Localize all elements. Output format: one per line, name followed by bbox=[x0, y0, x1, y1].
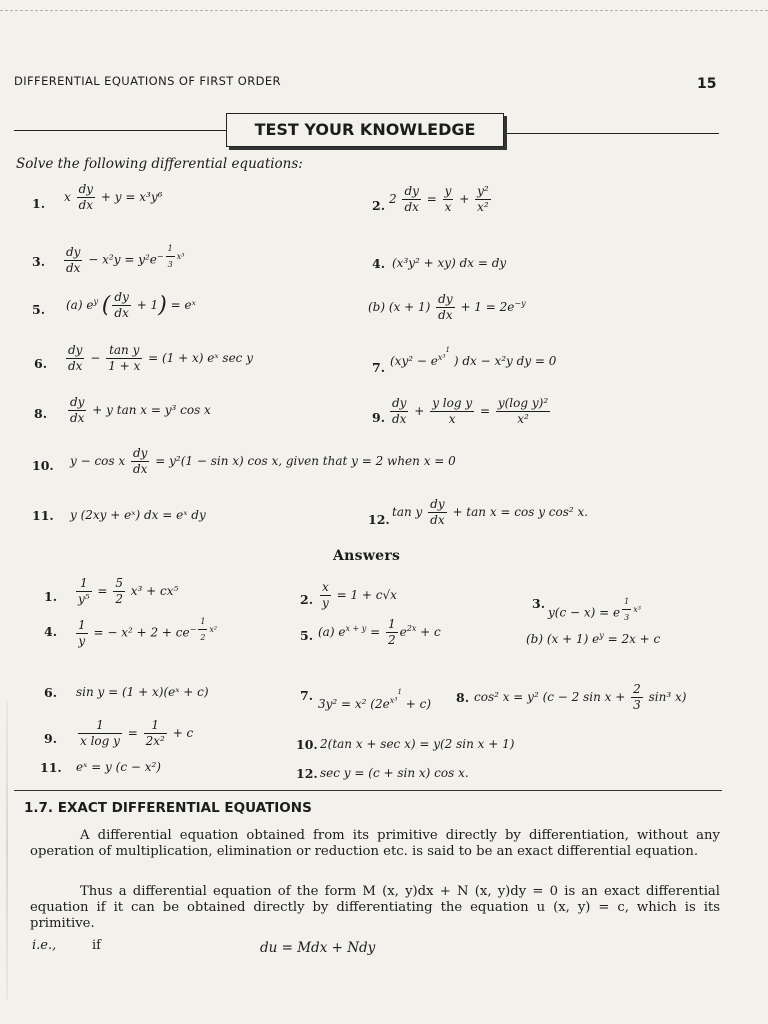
if-label: if bbox=[92, 938, 101, 953]
answer-6: sin y = (1 + x)(eˣ + c) bbox=[76, 685, 209, 699]
test-your-knowledge-banner: TEST YOUR KNOWLEDGE bbox=[226, 113, 504, 147]
scan-edge-left bbox=[6, 700, 8, 1000]
answer-3: y(c − x) = e $^{\frac{1}{3} x^3}$ bbox=[548, 594, 641, 625]
answer-9: $\frac{1}{\text{x log y}}$ = $\frac{1}{\text{2x²}}$ + c bbox=[80, 718, 194, 748]
question-number: 10. bbox=[32, 458, 54, 473]
answer-number: 7. bbox=[300, 688, 314, 703]
question-number: 2. bbox=[372, 198, 386, 213]
question-number: 12. bbox=[368, 512, 390, 527]
section-divider bbox=[14, 790, 722, 791]
question-number: 4. bbox=[372, 256, 386, 271]
answer-number: 9. bbox=[44, 731, 58, 746]
exact-condition-equation: du = Mdx + Ndy bbox=[260, 940, 376, 956]
question-12-equation: tan y $\frac{dy}{dx}$ + tan x = cos y cos² x. bbox=[392, 497, 589, 527]
question-5a-equation: (a) $e^y$ ( $\frac{dy}{dx}$ + 1) = eˣ bbox=[66, 290, 196, 320]
question-number: 6. bbox=[34, 356, 48, 371]
answer-number: 3. bbox=[532, 596, 546, 611]
answer-7: 3y² = x² $(2e^{x^31} + c)$ bbox=[318, 688, 432, 711]
question-7-equation: ($xy^2 - e^{x^31}$ ) dx − x²y dy = 0 bbox=[390, 346, 557, 368]
answer-5a: (a) $e^{x + y}$ = $\frac{1}{2}$ $e^{2x} + c$ bbox=[318, 617, 441, 647]
question-number: 1. bbox=[32, 196, 46, 211]
answer-number: 4. bbox=[44, 624, 58, 639]
question-number: 8. bbox=[34, 406, 48, 421]
question-8-equation: $\frac{dy}{dx}$ + y tan x = y³ cos x bbox=[70, 395, 211, 425]
answer-1: $\frac{1}{\text{y⁵}}$ = $\frac{5}{2}$ x³ + cx⁵ bbox=[78, 576, 179, 606]
question-number: 11. bbox=[32, 508, 54, 523]
question-number: 3. bbox=[32, 254, 46, 269]
answer-4: $\frac{1}{y}$ = − $x^2 + 2 + ce^{- \frac{1}{2} x^2}$ bbox=[74, 614, 217, 649]
answer-number: 2. bbox=[300, 592, 314, 607]
question-number: 9. bbox=[372, 410, 386, 425]
question-5b-equation: (b) (x + 1) $\frac{dy}{dx}$ + $1 = 2e^{-y}$ bbox=[368, 292, 526, 322]
question-10-equation: y − cos x $\frac{dy}{dx}$ = y²(1 − sin x) cos x, given that y = 2 when x = 0 bbox=[70, 446, 456, 476]
question-2-equation: 2 $\frac{dy}{dx}$ = $\frac{y}{x}$ + $\frac{\text{y²}}{\text{x²}}$ bbox=[389, 184, 489, 214]
answer-11: eˣ = y (c − x²) bbox=[76, 760, 161, 774]
answer-5b: (b) (x + 1) $e^y = 2x + c$ bbox=[526, 631, 661, 646]
answer-number: 8. bbox=[456, 690, 470, 705]
ie-label: i.e., bbox=[32, 938, 57, 953]
section-title: 1.7. EXACT DIFFERENTIAL EQUATIONS bbox=[24, 800, 312, 816]
answer-8: cos² x = y² (c − 2 sin x + $\frac{2}{3}$ sin³ x) bbox=[474, 682, 687, 712]
page-number: 15 bbox=[697, 76, 717, 92]
question-3-equation: $\frac{dy}{dx}$ − $x^2y = y^2e^{- \frac{1}{3} x^3}$ bbox=[62, 241, 184, 276]
answer-number: 6. bbox=[44, 685, 58, 700]
answer-number: 10. bbox=[296, 737, 318, 752]
paragraph-1: A differential equation obtained from its primitive directly by differentiation, without any operation of multiplication, elimination or reduction etc. is said to be an exact differential equation. bbox=[30, 828, 720, 859]
question-1-equation: x $\frac{dy}{dx}$ + y = x³y⁶ bbox=[64, 182, 163, 212]
question-6-equation: $\frac{dy}{dx}$ − $\frac{\text{tan y}}{1 + x}$ = (1 + x) eˣ sec y bbox=[68, 343, 253, 373]
question-number: 5. bbox=[32, 302, 46, 317]
question-number: 7. bbox=[372, 360, 386, 375]
chapter-header: DIFFERENTIAL EQUATIONS OF FIRST ORDER bbox=[14, 74, 281, 88]
question-9-equation: $\frac{dy}{dx}$ + $\frac{\text{y log y}}{x}$ = $\frac{\text{y(log y)²}}{\text{x²}}$ bbox=[392, 396, 549, 426]
answer-10: 2(tan x + sec x) = y(2 sin x + 1) bbox=[320, 737, 515, 751]
question-11-equation: y (2xy + eˣ) dx = eˣ dy bbox=[70, 508, 206, 522]
instructions: Solve the following differential equations: bbox=[16, 156, 303, 172]
question-4-equation: (x³y² + xy) dx = dy bbox=[392, 256, 507, 270]
banner-rule-right bbox=[504, 133, 719, 134]
answer-2: $\frac{x}{y}$ = 1 + c√x bbox=[322, 580, 397, 610]
answer-number: 1. bbox=[44, 589, 58, 604]
answer-number: 12. bbox=[296, 766, 318, 781]
answer-number: 11. bbox=[40, 760, 62, 775]
banner-rule-left bbox=[14, 130, 226, 131]
paragraph-2: Thus a differential equation of the form M (x, y)dx + N (x, y)dy = 0 is an exact differential equation if it can be obtained directly by differentiating the equation u (x, y) = c, which is its primitive. bbox=[30, 884, 720, 931]
answers-title: Answers bbox=[333, 548, 401, 564]
answer-number: 5. bbox=[300, 628, 314, 643]
answer-12: sec y = (c + sin x) cos x. bbox=[320, 766, 469, 780]
scan-edge-top bbox=[0, 10, 768, 14]
